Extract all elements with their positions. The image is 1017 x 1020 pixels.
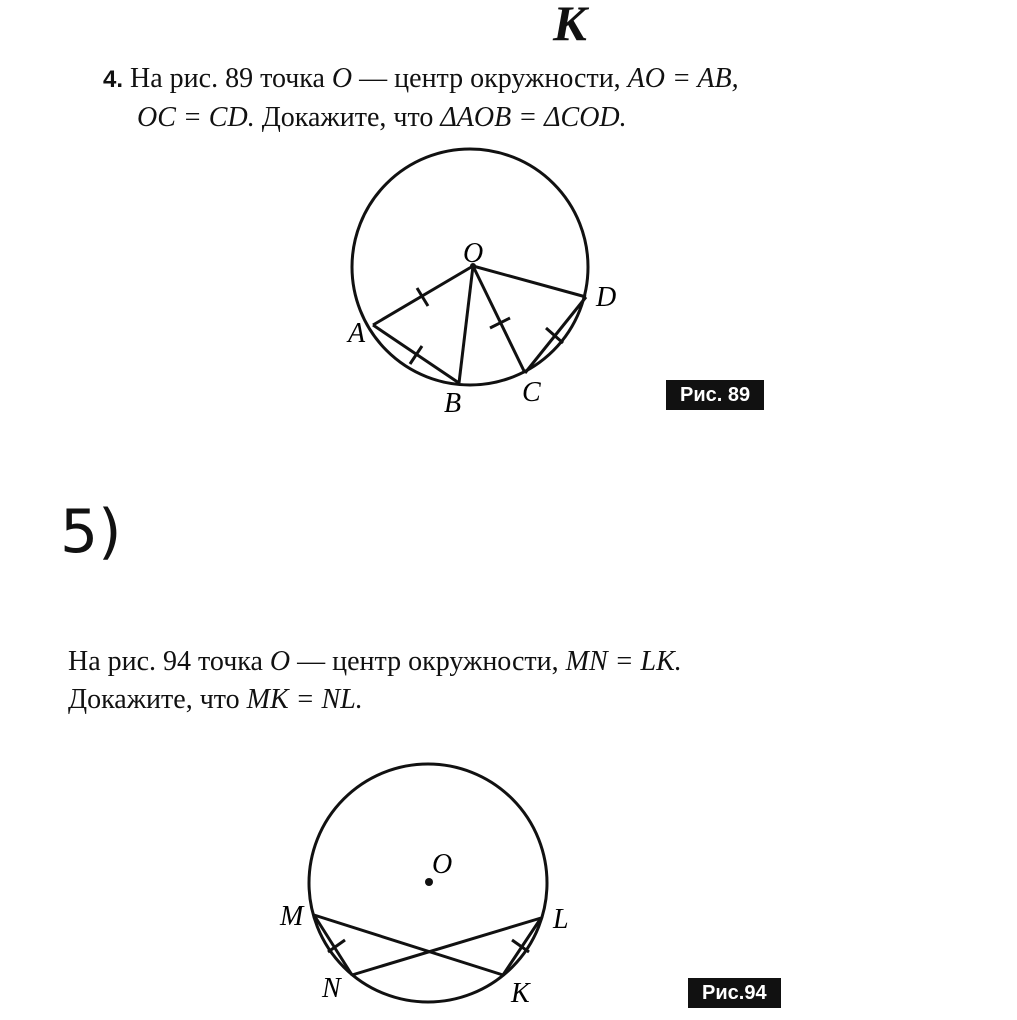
label-a: A	[348, 318, 366, 349]
segment-od	[473, 266, 586, 297]
label-c: C	[522, 377, 541, 408]
figure-89-caption: Рис. 89	[666, 380, 764, 410]
problem-5-text	[68, 643, 682, 719]
label-b: B	[444, 388, 462, 419]
problem-number: 4.	[103, 66, 124, 93]
label-o-94: O	[432, 849, 453, 880]
equality-ao-ab: AO = AB,	[627, 63, 739, 94]
tick-ab	[410, 346, 422, 364]
point-o-ref-5: O	[269, 646, 291, 677]
label-m: M	[280, 901, 304, 932]
equality-oc-cd: OC = CD.	[137, 102, 255, 133]
prove-text-5: Докажите, что	[68, 684, 240, 715]
section-number: 5)	[60, 497, 122, 567]
triangle-claim: ΔAOB = ΔCOD.	[440, 102, 627, 133]
label-n: N	[322, 973, 341, 1004]
prove-text: Докажите, что	[261, 102, 434, 133]
problem-5-line-2	[68, 681, 682, 719]
problem-4-center-text: — центр окружности,	[359, 63, 621, 94]
equality-mn-lk: MN = LK.	[565, 646, 682, 677]
problem-4-intro: На рис. 89 точка	[130, 63, 325, 94]
segment-ob	[459, 266, 473, 383]
problem-5-center-text: — центр окружности,	[297, 646, 559, 677]
header-letter: К	[553, 0, 587, 51]
problem-5-intro: На рис. 94 точка	[68, 646, 263, 677]
figure-94-caption: Рис.94	[688, 978, 781, 1008]
label-k: K	[511, 978, 530, 1009]
segment-oc	[473, 266, 525, 373]
label-o: O	[463, 238, 484, 269]
label-l: L	[553, 904, 569, 935]
label-d: D	[596, 282, 617, 313]
problem-5-line-1	[68, 643, 682, 681]
point-o-ref: O	[331, 63, 353, 94]
claim-mk-nl: MK = NL.	[246, 684, 363, 715]
